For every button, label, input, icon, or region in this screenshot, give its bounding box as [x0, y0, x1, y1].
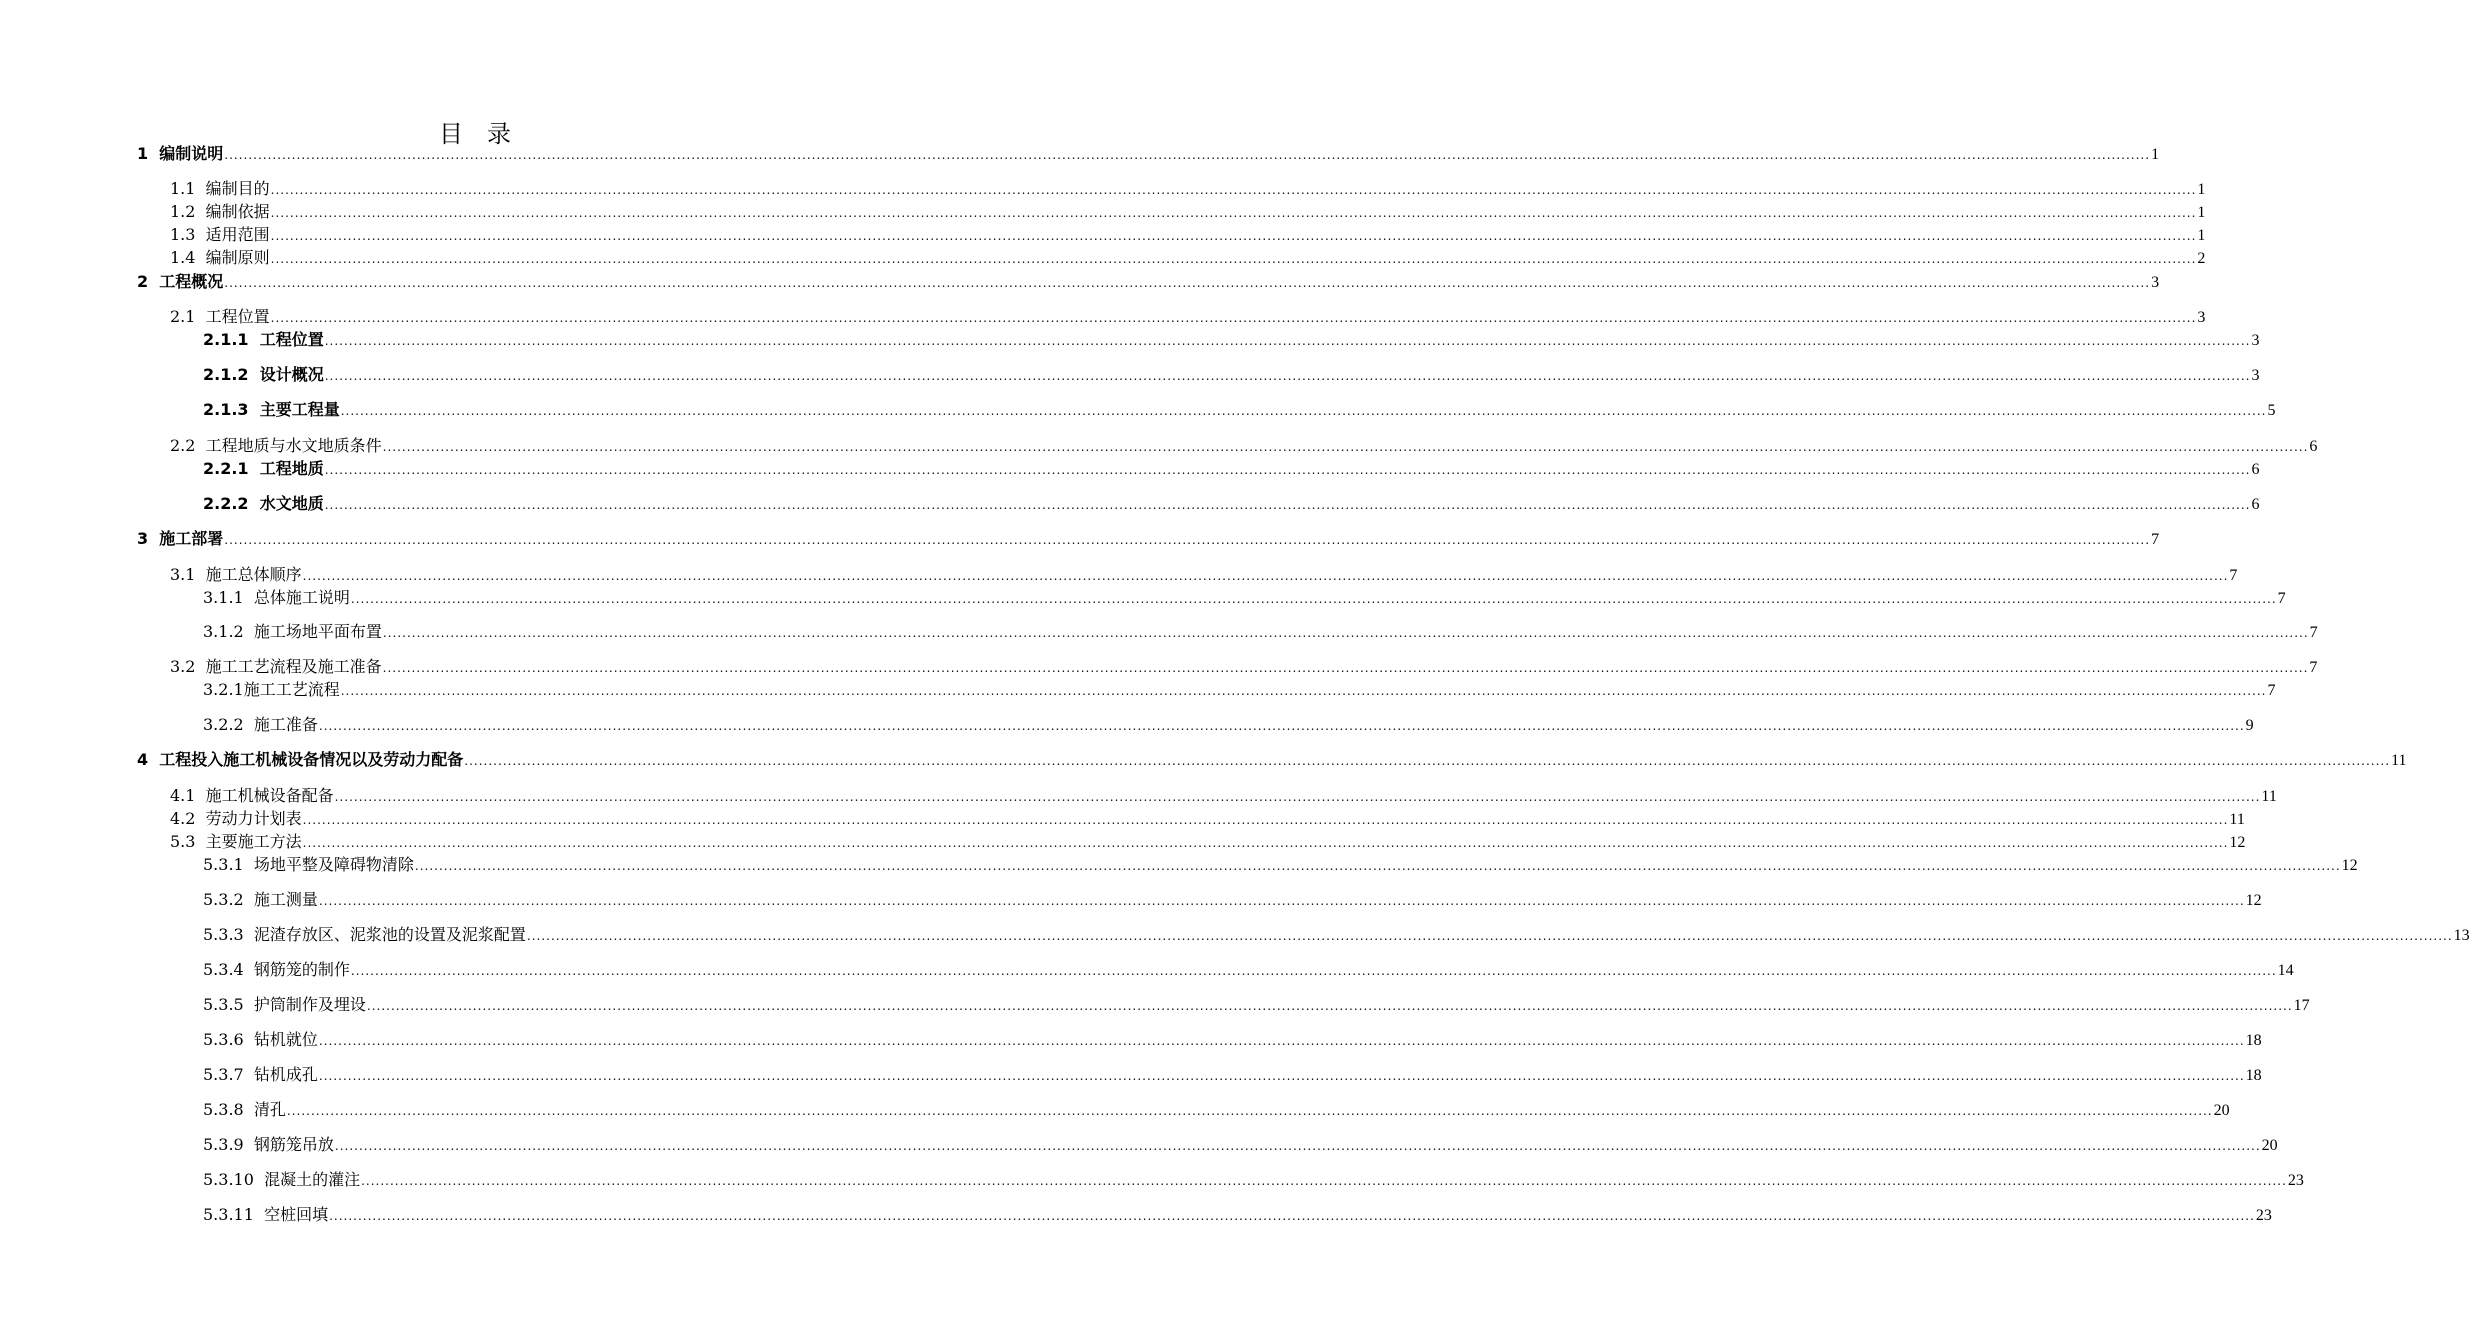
toc-entry-label: 5.3.5 护筒制作及埋设	[203, 995, 366, 1014]
toc-leader-dots: ................................................................................................................................................................................................................................................................................................................................................................................................................	[324, 498, 2251, 512]
toc-entry-label: 2.2.2 水文地质	[203, 494, 324, 513]
toc-entry-page-number: 12	[2341, 857, 2358, 874]
toc-entry-label: 5.3.4 钢筋笼的制作	[203, 960, 350, 979]
toc-entry-label: 2.2.1 工程地质	[203, 459, 324, 478]
toc-entry-label: 1.3 适用范围	[170, 225, 270, 244]
toc-leader-dots: ................................................................................................................................................................................................................................................................................................................................................................................................................	[382, 661, 2309, 675]
toc-entry-label: 5.3.11 空桩回填	[203, 1205, 329, 1224]
toc-entry-page-number: 3	[2197, 309, 2206, 326]
toc-entry-label: 5.3 主要施工方法	[170, 832, 302, 851]
toc-leader-dots: ................................................................................................................................................................................................................................................................................................................................................................................................................	[350, 964, 2277, 978]
toc-entry-page-number: 5	[2267, 402, 2276, 419]
toc-leader-dots: ................................................................................................................................................................................................................................................................................................................................................................................................................	[270, 311, 2197, 325]
toc-leader-dots: ................................................................................................................................................................................................................................................................................................................................................................................................................	[318, 1069, 2245, 1083]
toc-entry[interactable]	[170, 656, 2318, 678]
toc-entry[interactable]	[137, 749, 2407, 771]
toc-entry-page-number: 18	[2245, 1032, 2262, 1049]
toc-entry-page-number: 17	[2293, 997, 2310, 1014]
toc-entry-label: 1.4 编制原则	[170, 248, 270, 267]
toc-leader-dots: ................................................................................................................................................................................................................................................................................................................................................................................................................	[324, 334, 2251, 348]
toc-entry-page-number: 7	[2309, 624, 2318, 641]
toc-entry[interactable]	[203, 399, 2276, 421]
toc-leader-dots: ................................................................................................................................................................................................................................................................................................................................................................................................................	[270, 206, 2197, 220]
toc-leader-dots: ................................................................................................................................................................................................................................................................................................................................................................................................................	[302, 569, 2229, 583]
toc-entry-label: 1.1 编制目的	[170, 179, 270, 198]
toc-entry-page-number: 1	[2197, 181, 2206, 198]
toc-entry-page-number: 1	[2197, 204, 2206, 221]
toc-leader-dots: ................................................................................................................................................................................................................................................................................................................................................................................................................	[414, 859, 2341, 873]
toc-entry[interactable]	[203, 959, 2294, 981]
toc-entry-page-number: 6	[2309, 438, 2318, 455]
toc-leader-dots: ................................................................................................................................................................................................................................................................................................................................................................................................................	[382, 626, 2309, 640]
toc-leader-dots: ................................................................................................................................................................................................................................................................................................................................................................................................................	[361, 1174, 2287, 1188]
toc-entry-label: 5.3.1 场地平整及障碍物清除	[203, 855, 414, 874]
toc-entry[interactable]	[203, 924, 2470, 946]
toc-entry-label: 3.2.2 施工准备	[203, 715, 318, 734]
toc-entry-label: 5.3.2 施工测量	[203, 890, 318, 909]
toc-leader-dots: ................................................................................................................................................................................................................................................................................................................................................................................................................	[324, 463, 2251, 477]
toc-entry-label: 5.3.3 泥渣存放区、泥浆池的设置及泥浆配置	[203, 925, 526, 944]
toc-leader-dots: ................................................................................................................................................................................................................................................................................................................................................................................................................	[329, 1209, 2255, 1223]
toc-entry-label: 2 工程概况	[137, 272, 224, 291]
toc-entry[interactable]	[137, 528, 2160, 550]
toc-entry[interactable]	[203, 621, 2318, 643]
toc-entry-label: 3.1 施工总体顺序	[170, 565, 302, 584]
toc-entry[interactable]	[170, 808, 2245, 830]
toc-entry-page-number: 11	[2229, 811, 2245, 828]
toc-entry[interactable]	[203, 994, 2310, 1016]
toc-leader-dots: ................................................................................................................................................................................................................................................................................................................................................................................................................	[318, 1034, 2245, 1048]
toc-leader-dots: ................................................................................................................................................................................................................................................................................................................................................................................................................	[318, 894, 2245, 908]
toc-entry-page-number: 7	[2277, 590, 2286, 607]
toc-entry[interactable]	[203, 329, 2260, 351]
toc-leader-dots: ................................................................................................................................................................................................................................................................................................................................................................................................................	[318, 719, 2245, 733]
toc-leader-dots: ................................................................................................................................................................................................................................................................................................................................................................................................................	[382, 440, 2309, 454]
toc-entry-page-number: 3	[2251, 367, 2260, 384]
toc-entry[interactable]	[203, 1029, 2262, 1051]
toc-leader-dots: ................................................................................................................................................................................................................................................................................................................................................................................................................	[526, 929, 2453, 943]
toc-entry[interactable]	[137, 143, 2160, 165]
toc-entry[interactable]	[170, 224, 2206, 246]
toc-entry-page-number: 6	[2251, 461, 2260, 478]
toc-entry-label: 2.1.2 设计概况	[203, 365, 324, 384]
toc-entry-page-number: 9	[2245, 717, 2254, 734]
toc-entry-page-number: 23	[2287, 1172, 2304, 1189]
toc-entry-page-number: 20	[2213, 1102, 2230, 1119]
toc-entry-label: 1 编制说明	[137, 144, 224, 163]
toc-entry[interactable]	[203, 458, 2260, 480]
toc-leader-dots: ................................................................................................................................................................................................................................................................................................................................................................................................................	[270, 183, 2197, 197]
toc-leader-dots: ................................................................................................................................................................................................................................................................................................................................................................................................................	[286, 1104, 2213, 1118]
toc-entry[interactable]	[170, 306, 2206, 328]
toc-leader-dots: ................................................................................................................................................................................................................................................................................................................................................................................................................	[334, 1139, 2261, 1153]
toc-entry[interactable]	[203, 889, 2262, 911]
toc-entry-page-number: 2	[2197, 250, 2206, 267]
toc-entry[interactable]	[203, 1134, 2278, 1156]
toc-entry-label: 3.1.2 施工场地平面布置	[203, 622, 382, 641]
toc-title: 目 录	[439, 120, 511, 148]
toc-leader-dots: ................................................................................................................................................................................................................................................................................................................................................................................................................	[302, 813, 2229, 827]
toc-entry-label: 1.2 编制依据	[170, 202, 270, 221]
toc-leader-dots: ................................................................................................................................................................................................................................................................................................................................................................................................................	[302, 836, 2229, 850]
toc-entry[interactable]	[203, 1064, 2262, 1086]
toc-entry-label: 5.3.10 混凝土的灌注	[203, 1170, 361, 1189]
toc-entry[interactable]	[170, 201, 2206, 223]
toc-entry-page-number: 14	[2277, 962, 2294, 979]
toc-entry-page-number: 23	[2255, 1207, 2272, 1224]
toc-entry-page-number: 3	[2251, 332, 2260, 349]
toc-entry[interactable]	[203, 854, 2358, 876]
toc-entry-page-number: 18	[2245, 1067, 2262, 1084]
toc-entry[interactable]	[203, 587, 2286, 609]
toc-leader-dots: ................................................................................................................................................................................................................................................................................................................................................................................................................	[270, 252, 2197, 266]
toc-entry-label: 4.1 施工机械设备配备	[170, 786, 334, 805]
toc-entry-page-number: 1	[2197, 227, 2206, 244]
toc-entry-label: 3.2 施工工艺流程及施工准备	[170, 657, 382, 676]
toc-entry[interactable]	[203, 1204, 2272, 1226]
toc-leader-dots: ................................................................................................................................................................................................................................................................................................................................................................................................................	[224, 276, 2151, 290]
toc-entry[interactable]	[203, 1099, 2230, 1121]
toc-entry-label: 5.3.9 钢筋笼吊放	[203, 1135, 334, 1154]
toc-leader-dots: ................................................................................................................................................................................................................................................................................................................................................................................................................	[224, 148, 2151, 162]
toc-entry-label: 3 施工部署	[137, 529, 224, 548]
toc-leader-dots: ................................................................................................................................................................................................................................................................................................................................................................................................................	[340, 404, 2267, 418]
toc-entry-label: 2.1 工程位置	[170, 307, 270, 326]
toc-entry[interactable]	[203, 714, 2254, 736]
toc-entry-page-number: 7	[2267, 682, 2276, 699]
toc-leader-dots: ................................................................................................................................................................................................................................................................................................................................................................................................................	[340, 684, 2267, 698]
toc-entry-page-number: 1	[2151, 146, 2160, 163]
toc-leader-dots: ................................................................................................................................................................................................................................................................................................................................................................................................................	[464, 754, 2391, 768]
toc-leader-dots: ................................................................................................................................................................................................................................................................................................................................................................................................................	[324, 369, 2251, 383]
toc-entry[interactable]	[203, 679, 2276, 701]
toc-entry-label: 3.1.1 总体施工说明	[203, 588, 350, 607]
toc-entry-label: 3.2.1施工工艺流程	[203, 680, 340, 699]
toc-entry-label: 2.2 工程地质与水文地质条件	[170, 436, 382, 455]
toc-entry-page-number: 12	[2229, 834, 2246, 851]
toc-entry-page-number: 12	[2245, 892, 2262, 909]
toc-entry-label: 5.3.7 钻机成孔	[203, 1065, 318, 1084]
toc-entry-page-number: 20	[2261, 1137, 2278, 1154]
toc-entry-page-number: 3	[2151, 274, 2160, 291]
toc-entry-label: 4.2 劳动力计划表	[170, 809, 302, 828]
toc-entry-label: 2.1.1 工程位置	[203, 330, 324, 349]
toc-entry-label: 5.3.8 清孔	[203, 1100, 286, 1119]
toc-entry-page-number: 7	[2229, 567, 2238, 584]
toc-entry[interactable]	[203, 1169, 2304, 1191]
toc-entry-page-number: 11	[2261, 788, 2277, 805]
toc-entry[interactable]	[170, 178, 2206, 200]
toc-leader-dots: ................................................................................................................................................................................................................................................................................................................................................................................................................	[224, 533, 2151, 547]
toc-leader-dots: ................................................................................................................................................................................................................................................................................................................................................................................................................	[350, 592, 2277, 606]
toc-leader-dots: ................................................................................................................................................................................................................................................................................................................................................................................................................	[366, 999, 2293, 1013]
toc-entry-page-number: 7	[2151, 531, 2160, 548]
toc-entry[interactable]	[170, 435, 2318, 457]
toc-entry[interactable]	[170, 564, 2238, 586]
toc-entry-label: 4 工程投入施工机械设备情况以及劳动力配备	[137, 750, 464, 769]
toc-entry-page-number: 11	[2391, 752, 2407, 769]
toc-entry[interactable]	[170, 831, 2246, 853]
toc-entry[interactable]	[203, 364, 2260, 386]
toc-entry-label: 5.3.6 钻机就位	[203, 1030, 318, 1049]
toc-entry-page-number: 7	[2309, 659, 2318, 676]
toc-leader-dots: ................................................................................................................................................................................................................................................................................................................................................................................................................	[270, 229, 2197, 243]
toc-entry[interactable]	[170, 247, 2206, 269]
toc-entry-page-number: 13	[2453, 927, 2470, 944]
toc-leader-dots: ................................................................................................................................................................................................................................................................................................................................................................................................................	[334, 790, 2261, 804]
toc-entry[interactable]	[170, 785, 2277, 807]
toc-entry[interactable]	[137, 271, 2160, 293]
toc-entry-label: 2.1.3 主要工程量	[203, 400, 340, 419]
toc-entry[interactable]	[203, 493, 2260, 515]
toc-entry-page-number: 6	[2251, 496, 2260, 513]
